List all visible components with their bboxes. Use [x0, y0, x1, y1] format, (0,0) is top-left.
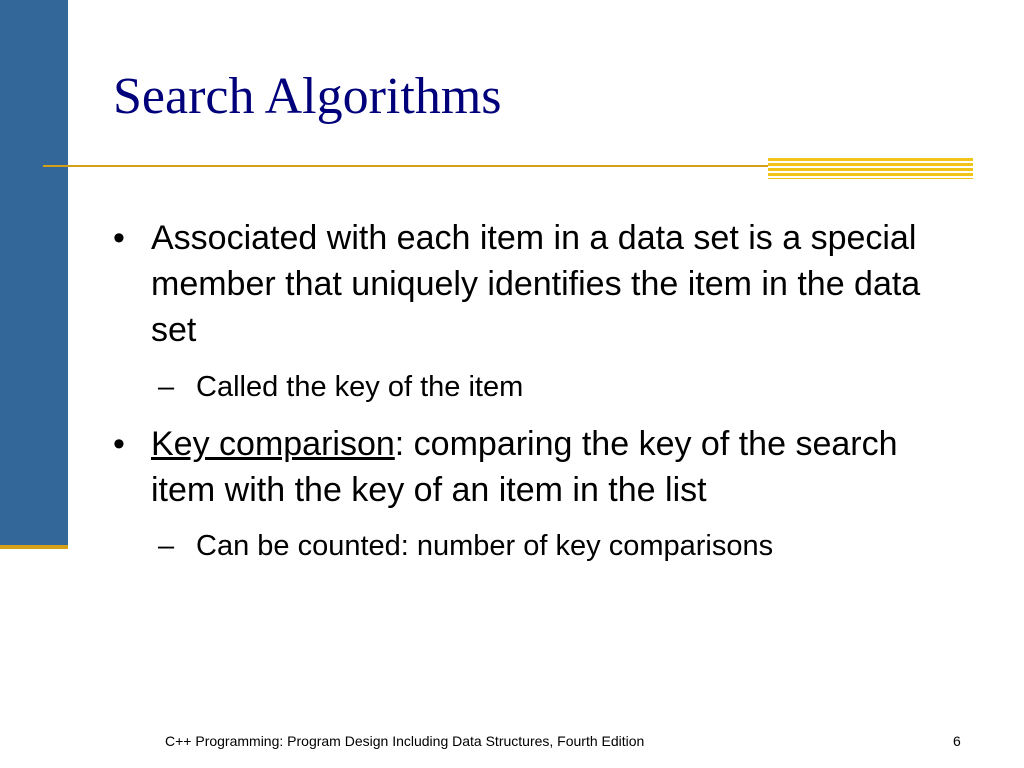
sub-bullet-text: Called the key of the item: [196, 371, 524, 403]
title-divider-accent-block: [768, 158, 973, 179]
sub-bullet-item-2: [158, 526, 958, 566]
bullet-item-2: [113, 421, 943, 513]
sub-bullet-marker: –: [158, 530, 175, 562]
bullet-marker: •: [113, 425, 125, 463]
bullet-text: : comparing the key of the search item with the key of an item in the list: [151, 425, 898, 509]
bullet-text-container: [151, 421, 943, 513]
sub-bullet-text: Can be counted: number of key comparisons: [196, 530, 774, 562]
sub-bullet-marker: –: [158, 371, 175, 403]
bullet-item-1: [113, 215, 943, 353]
side-accent-bar: [0, 0, 68, 545]
slide-footer: C++ Programming: Program Design Including Data Structures, Fourth Edition: [165, 733, 645, 749]
key-term: Key comparison: [151, 425, 395, 463]
page-number: 6: [953, 733, 961, 749]
sub-bullet-item-1: [158, 367, 958, 407]
title-divider-line: [43, 165, 768, 167]
slide-title: Search Algorithms: [113, 68, 502, 125]
bullet-text: Associated with each item in a data set is a special member that uniquely identifies the item in the data set: [151, 219, 921, 349]
bullet-marker: •: [113, 219, 125, 257]
side-accent-bar-gold-edge: [0, 545, 68, 549]
